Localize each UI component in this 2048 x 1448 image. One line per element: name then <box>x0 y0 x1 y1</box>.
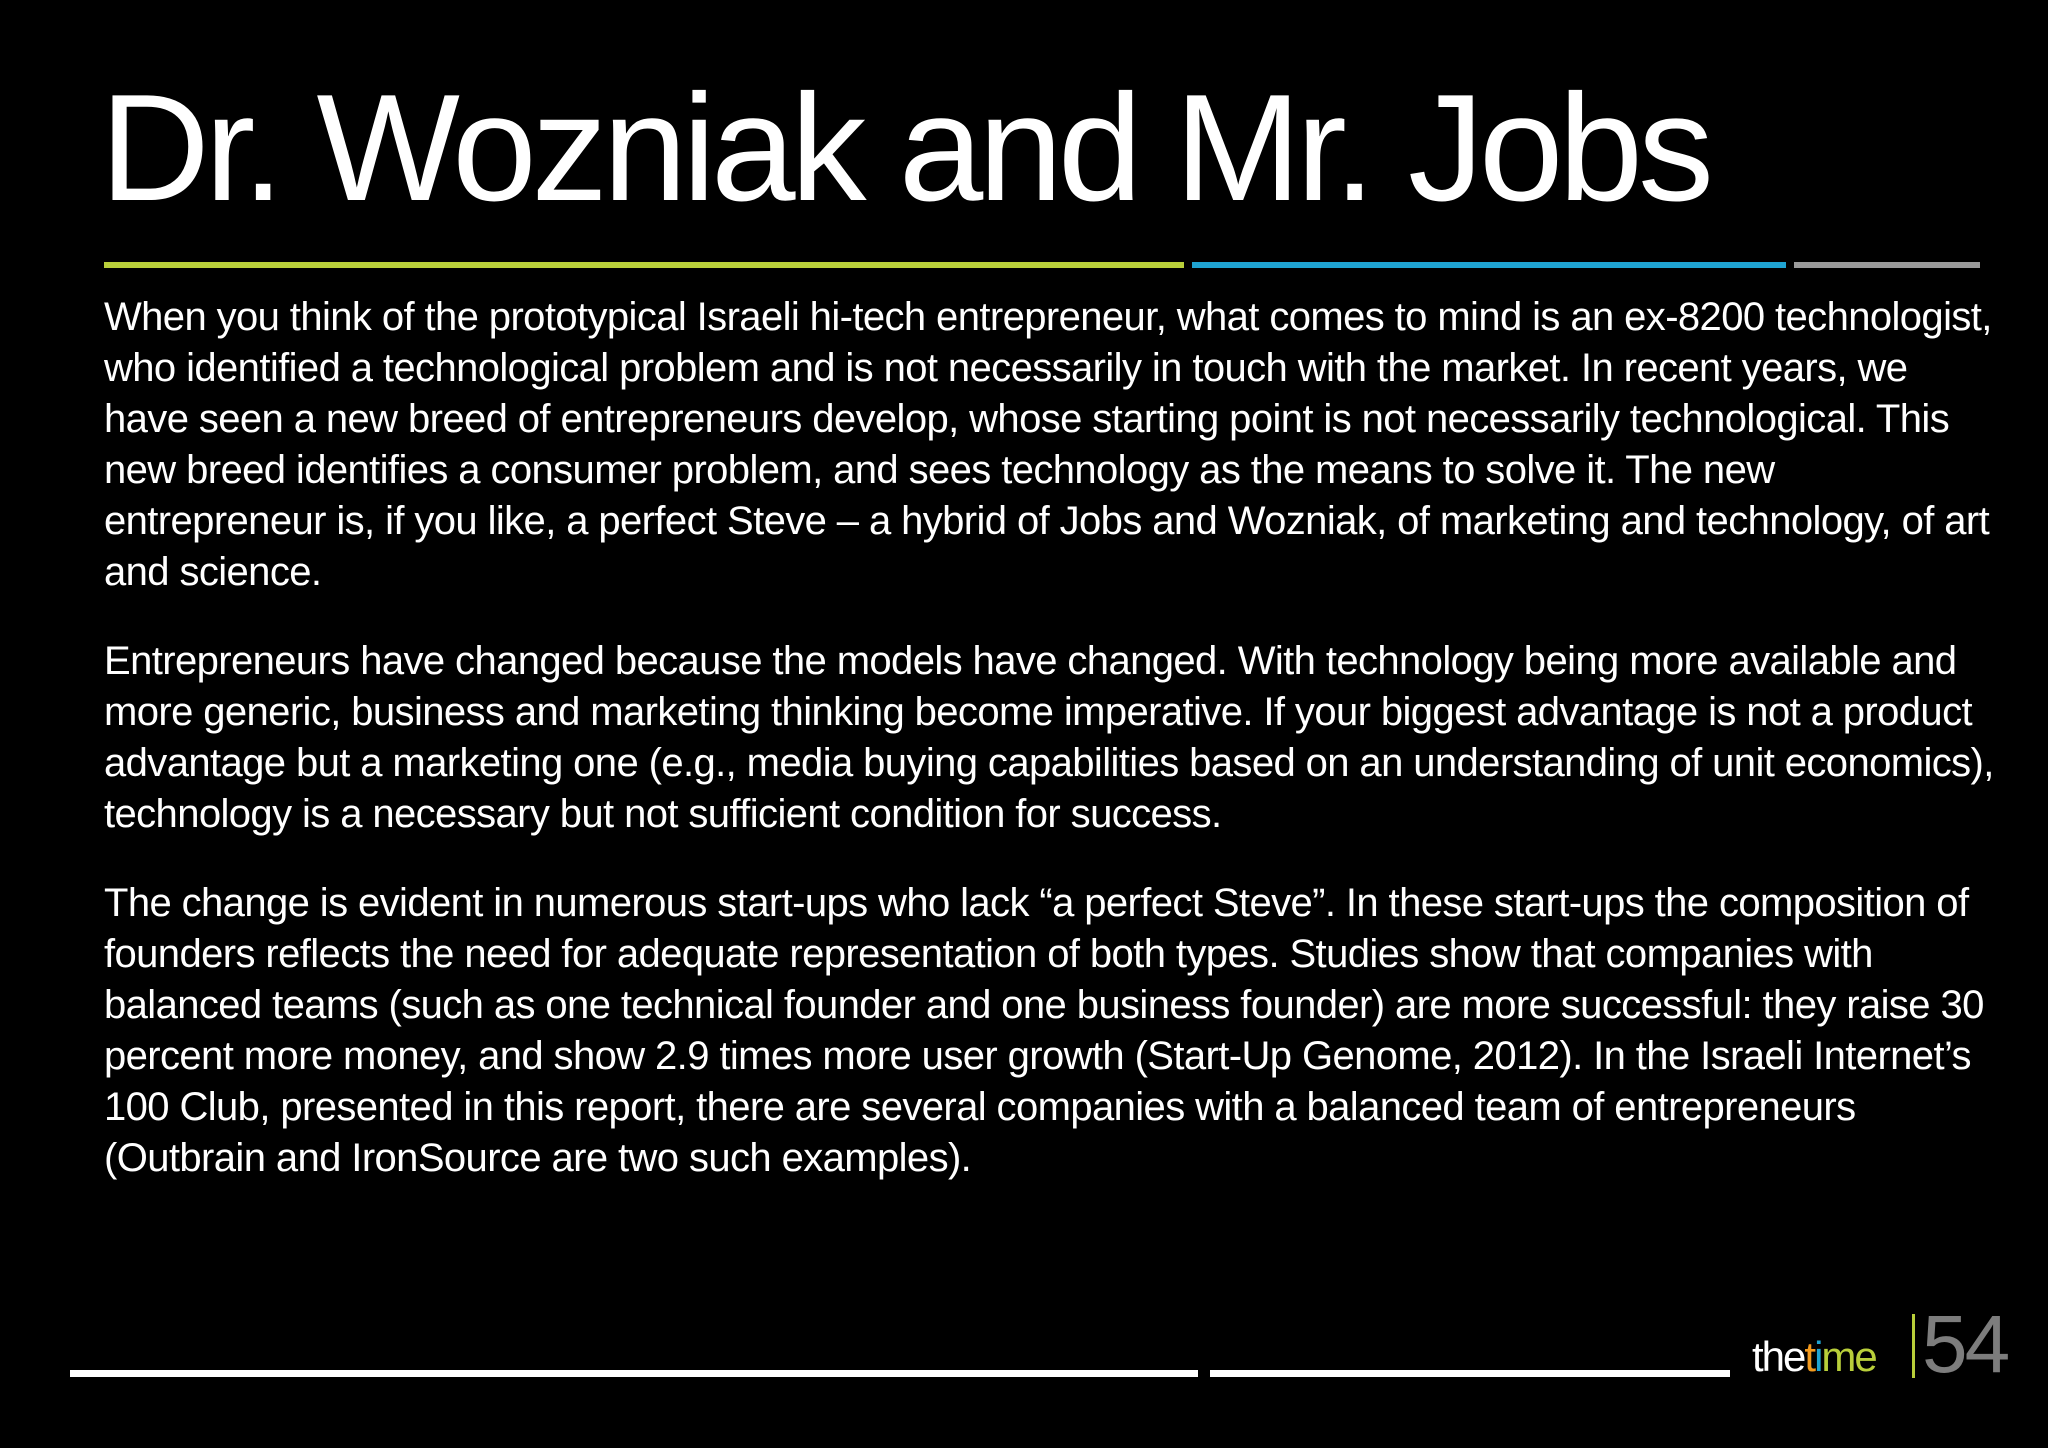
footer-divider <box>1912 1314 1915 1378</box>
brand-logo <box>1752 1333 1876 1380</box>
page-number: 54 <box>1922 1299 2008 1390</box>
brand-logo-me: me <box>1821 1333 1876 1380</box>
title-underline-gray <box>1794 262 1980 268</box>
brand-logo-t: t <box>1804 1333 1815 1380</box>
article-body <box>104 292 1994 1222</box>
brand-logo-the: the <box>1752 1333 1805 1380</box>
footer-rule-right <box>1210 1370 1730 1377</box>
paragraph-3: The change is evident in numerous start-ups who lack “a perfect Steve”. In these start-ups the composition of founders reflects the need for adequate representation of both types. Studies show that companies with balanced teams (such as one technical founder and one business founder) are more successful: they raise 30 percent more money, and show 2.9 times more user growth (Start-Up Genome, 2012). In the Israeli Internet’s 100 Club, presented in this report, there are several companies with a balanced team of entrepreneurs (Outbrain and IronSource are two such examples). <box>104 881 1984 1180</box>
page-title: Dr. Wozniak and Mr. Jobs <box>100 63 1709 233</box>
title-underline-green <box>104 262 1184 268</box>
title-underline-blue <box>1192 262 1786 268</box>
paragraph-1: When you think of the prototypical Israeli hi-tech entrepreneur, what comes to mind is an ex-8200 technologist, who identified a technological problem and is not necessarily in touch with the market. In recent years, we have seen a new breed of entrepreneurs develop, whose starting point is not necessarily technological. This new breed identifies a consumer problem, and sees technology as the means to solve it. The new entrepreneur is, if you like, a perfect Steve – a hybrid of Jobs and Wozniak, of marketing and technology, of art and science. <box>104 295 1992 594</box>
paragraph-2: Entrepreneurs have changed because the models have changed. With technology being more available and more generic, business and marketing thinking become imperative. If your biggest advantage is not a product advantage but a marketing one (e.g., media buying capabilities based on an understanding of unit economics), technology is a necessary but not sufficient condition for success. <box>104 639 1994 836</box>
brand-logo-i: i <box>1814 1333 1822 1380</box>
footer-rule-left <box>70 1370 1198 1377</box>
